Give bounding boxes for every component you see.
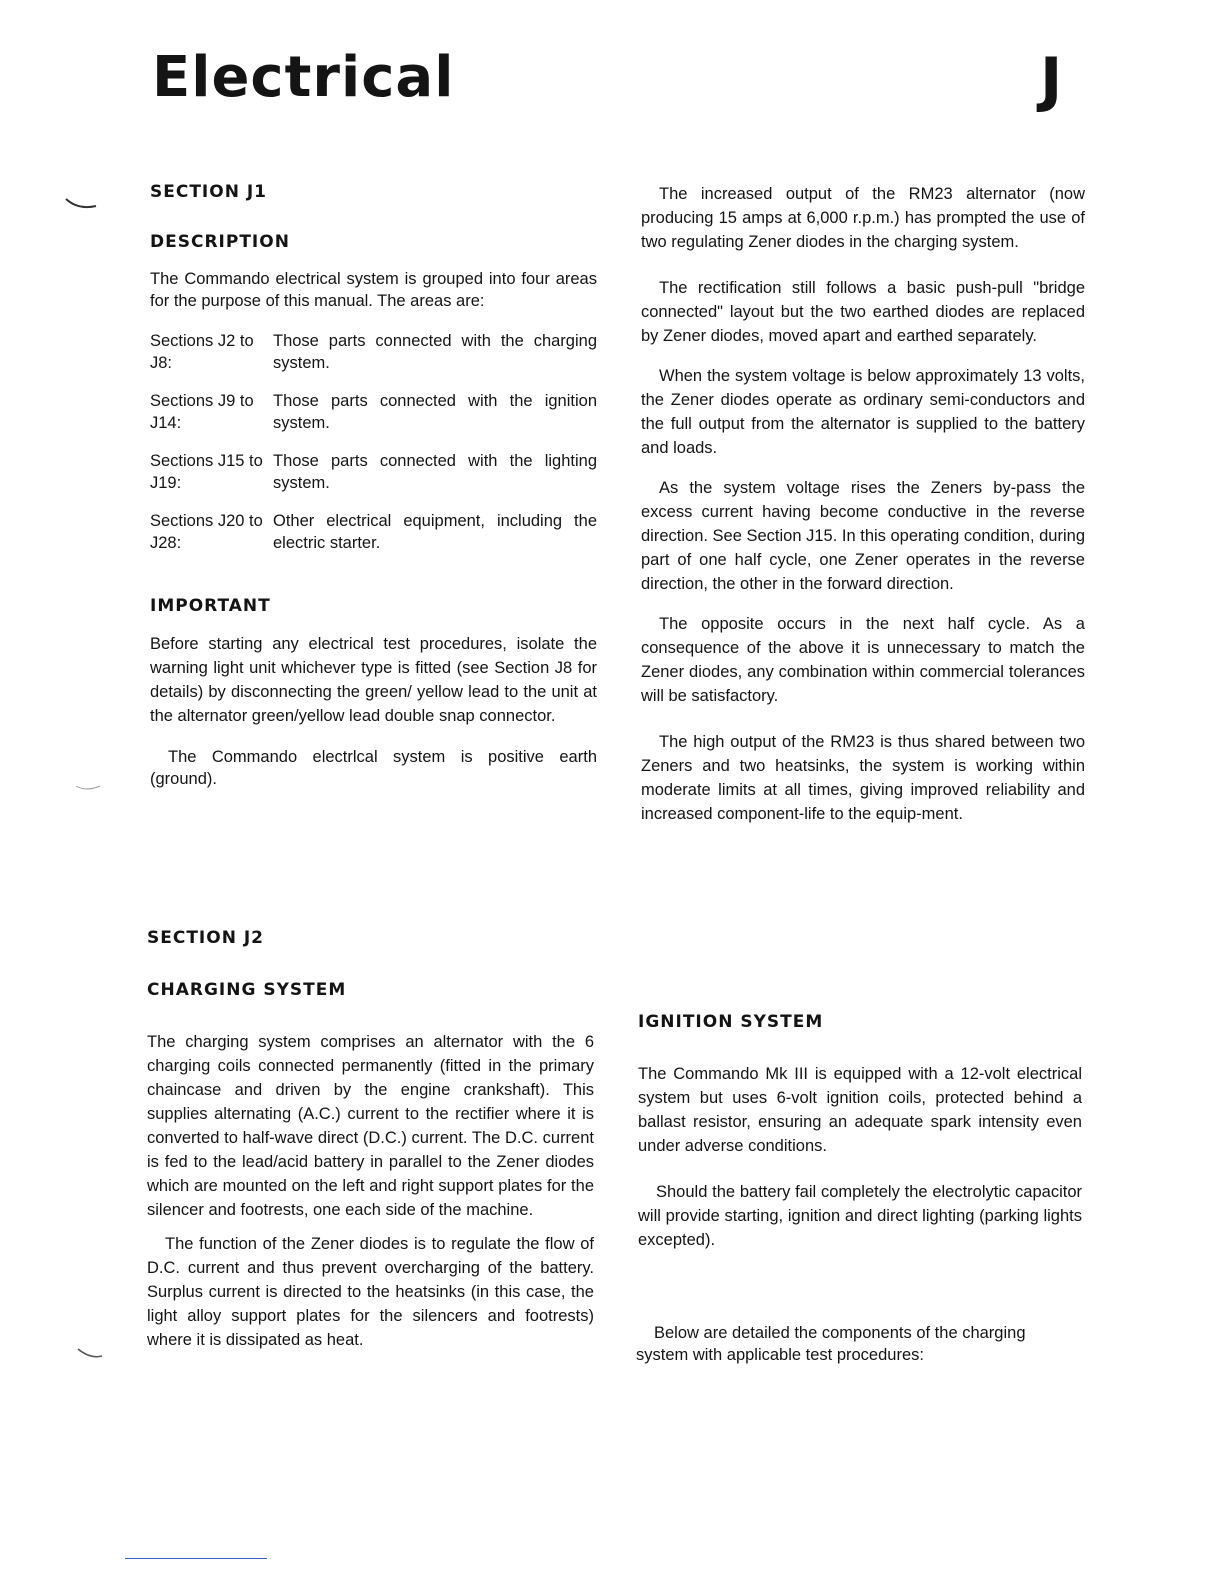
sections-range: Sections J20 to J28: [150,512,263,552]
right-column-top [641,182,1085,826]
margin-mark-icon [76,1346,106,1360]
sections-desc: Those parts connected with the lighting system. [273,452,597,492]
sections-row [150,390,597,434]
ignition-heading: IGNITION SYSTEM [638,1012,824,1032]
right-paragraph-2: The rectification still follows a basic push-pull "bridge connected" layout but the two earthed diodes are replaced by Zener diodes, moved apart and earthed separately. [641,279,1085,345]
sections-range: Sections J9 to J14: [150,392,254,432]
charging-paragraph-1: The charging system comprises an alternator with the 6 charging coils connected permanently (fitted in the primary chaincase and driven by the engine crankshaft). This supplies alternating (A.C.) current to the rectifier where it is converted to half-wave direct (D.C.) current. The D.C. current is fed to the lead/acid battery in parallel to the Zener diodes which are mounted on the left and right support plates for the silencer and footrests, one each side of the machine. [147,1033,594,1219]
right-paragraph-4: As the system voltage rises the Zeners by-pass the excess current having become conductive in the reverse direction. See Section J15. In this operating condition, during part of one half cycle, one Zener operates in the reverse direction, the other in the forward direction. [641,479,1085,593]
chapter-letter: J [1040,45,1063,115]
sections-desc: Other electrical equipment, including the electric starter. [273,512,597,552]
sections-row [150,510,597,554]
margin-mark-icon [64,196,100,212]
important-text: Before starting any electrical test procedures, isolate the warning light unit whichever type is fitted (see Section J8 for details) by disconnecting the green/ yellow lead to the unit at the alternator green/yellow lead double snap connector. [150,635,597,725]
positive-earth-text: The Commando electrlcal system is positive earth (ground). [150,748,597,788]
right-column-bottom [638,1010,1082,1252]
sections-desc: Those parts connected with the ignition system. [273,392,597,432]
charging-paragraph-2: The function of the Zener diodes is to regulate the flow of D.C. current and thus prevent overcharging of the battery. Surplus current is directed to the heatsinks (in this case, the light alloy support plates for the silencers and footrests) where it is dissipated as heat. [147,1235,594,1349]
sections-table [150,330,597,554]
description-intro: The Commando electrical system is grouped into four areas for the purpose of this manual. The areas are: [150,270,597,310]
ignition-paragraph-2: Should the battery fail completely the electrolytic capacitor will provide starting, ignition and direct lighting (parking lights excepted). [638,1183,1082,1249]
section-j1-heading: SECTION J1 [150,182,268,202]
sections-range: Sections J15 to J19: [150,452,263,492]
left-column-bottom [147,926,594,1352]
description-heading: DESCRIPTION [150,232,290,252]
charging-heading: CHARGING SYSTEM [147,980,347,1000]
important-heading: IMPORTANT [150,596,271,616]
left-column-top [150,180,597,790]
right-paragraph-5: The opposite occurs in the next half cycle. As a consequence of the above it is unnecessary to match the Zener diodes, any combination within commercial tolerances will be satisfactory. [641,615,1085,705]
right-paragraph-3: When the system voltage is below approximately 13 volts, the Zener diodes operate as ordinary semi-conductors and the full output from the alternator is supplied to the battery and loads. [641,367,1085,457]
right-paragraph-6: The high output of the RM23 is thus shared between two Zeners and two heatsinks, the system is working within moderate limits at all times, giving improved reliability and increased component-life to the equip-ment. [641,733,1085,823]
sections-range: Sections J2 to J8: [150,332,254,372]
margin-mark-icon [74,782,104,794]
below-text: Below are detailed the components of the charging system with applicable test procedures: [636,1324,1026,1364]
section-j2-heading: SECTION J2 [147,928,265,948]
below-text-block [636,1322,1082,1366]
footer-rule [125,1558,267,1559]
sections-row [150,330,597,374]
sections-desc: Those parts connected with the charging system. [273,332,597,372]
page-title: Electrical [152,45,455,110]
right-paragraph-1: The increased output of the RM23 alternator (now producing 15 amps at 6,000 r.p.m.) has prompted the use of two regulating Zener diodes in the charging system. [641,185,1085,251]
sections-row [150,450,597,494]
ignition-paragraph-1: The Commando Mk III is equipped with a 12-volt electrical system but uses 6-volt ignition coils, protected behind a ballast resistor, ensuring an adequate spark intensity even under adverse conditions. [638,1065,1082,1155]
